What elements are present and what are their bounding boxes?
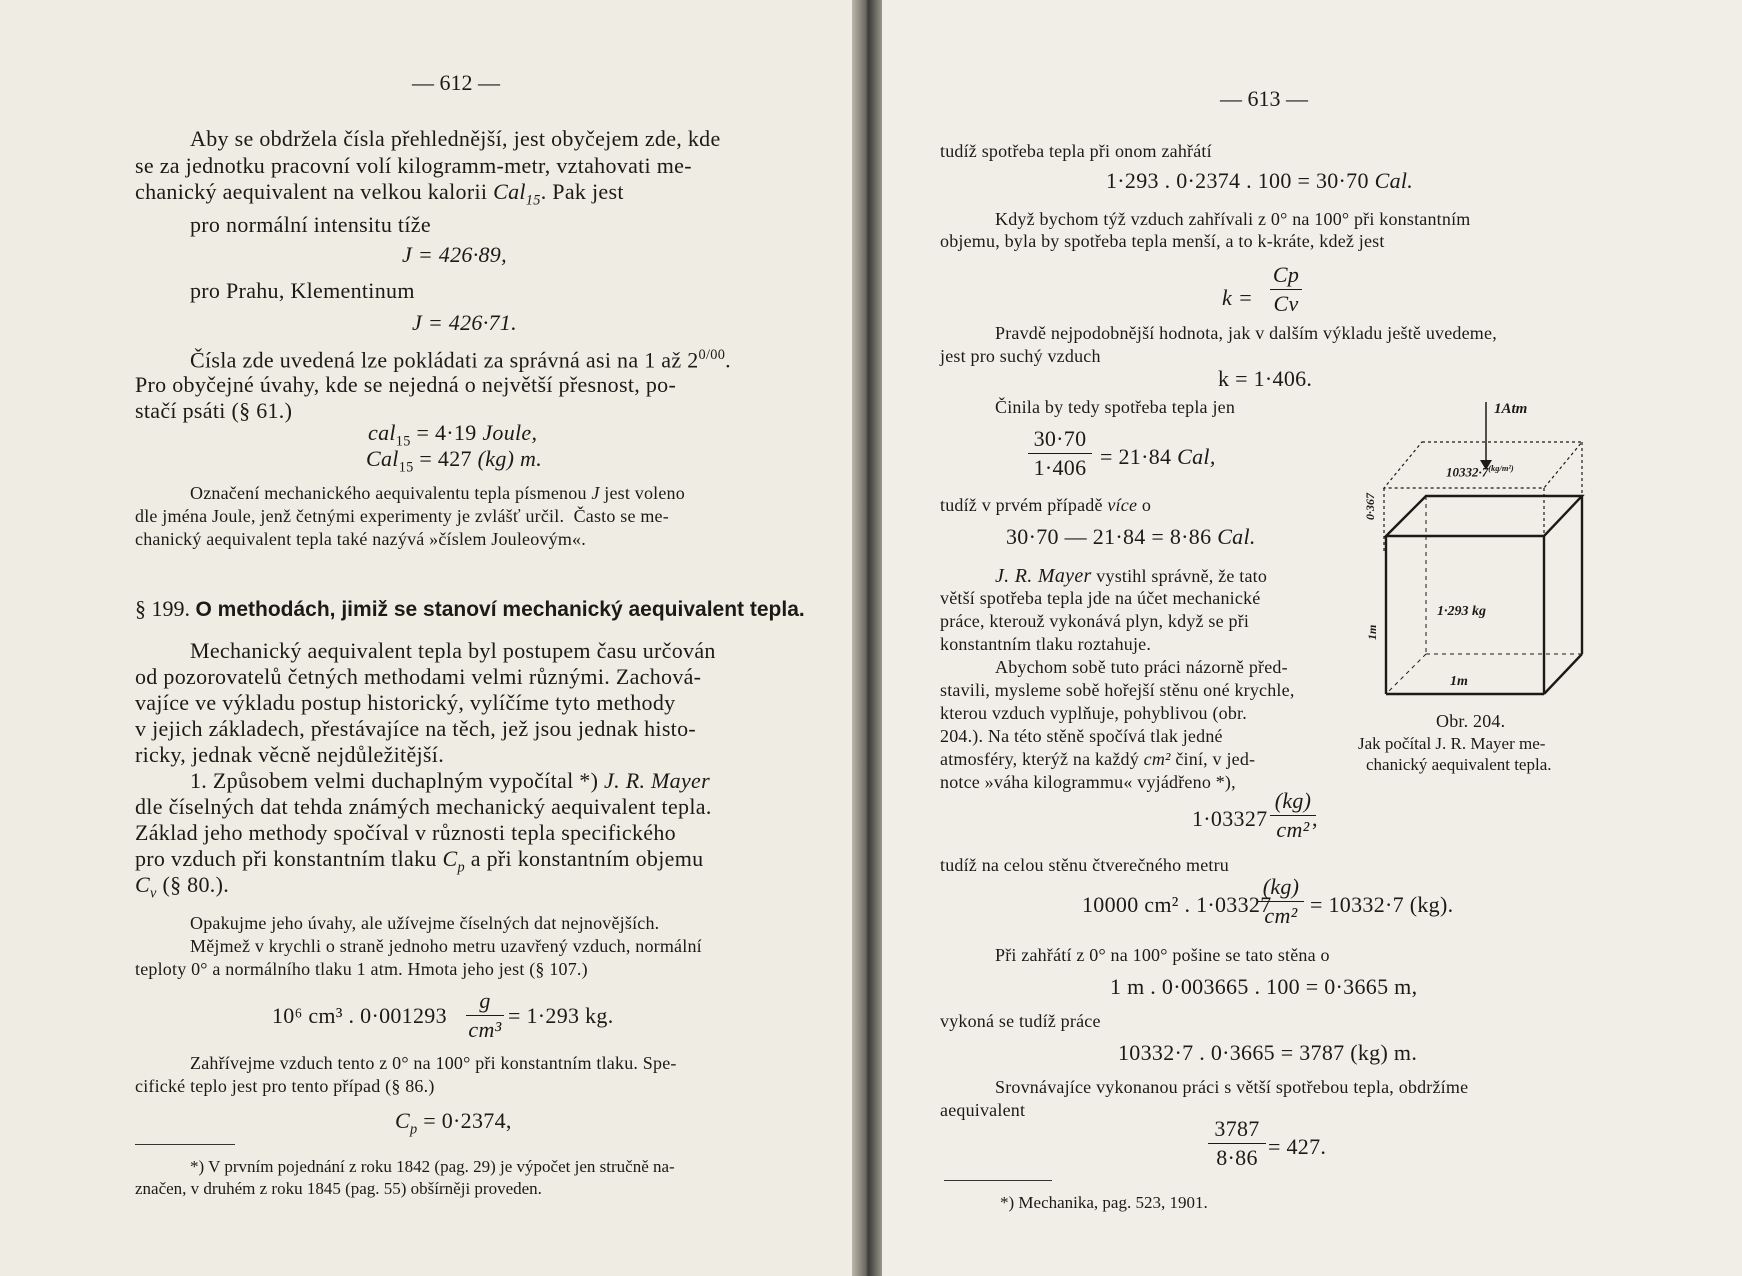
- body-line: Mechanický aequivalent tepla byl postupem času určován: [190, 638, 716, 663]
- displacement-equation: 1 m . 0·003665 . 100 = 0·3665 m,: [1110, 974, 1418, 999]
- equation-cal-big: Cal$_{15}$ = 427 (kg) m.: [366, 446, 543, 476]
- mayer-line: atmosféry, kterýž na každý cm² činí, v jed-: [940, 749, 1256, 769]
- equivalent-fraction: 3787 8·86: [1208, 1118, 1266, 1169]
- body-line: ricky, jednak věcně nejdůležitější.: [135, 742, 445, 767]
- figure-label-pressure: $10332\cdot 7^{(kg/m^2)}$: [1446, 463, 1514, 480]
- right-text-line: Pravdě nejpodobnější hodnota, jak v dalším výkladu ještě uvedeme,: [995, 323, 1497, 343]
- wall-force-fraction: (kg) cm²: [1258, 876, 1304, 927]
- left-text-line: Aby se obdržela čísla přehlednější, jest obyčejem zde, kde: [190, 126, 721, 151]
- small-line: teploty 0° a normálního tlaku 1 atm. Hmota jeho jest (§ 107.): [135, 959, 588, 979]
- note-line: Označení mechanického aequivalentu tepla písmenou J jest voleno: [190, 483, 685, 503]
- mayer-line: práce, kterouž vykonává plyn, když se při: [940, 611, 1250, 631]
- left-text-line: Pro obyčejné úvahy, kde se nejedná o největší přesnost, po-: [135, 372, 677, 397]
- wall-force-rhs: = 10332·7 (kg).: [1310, 892, 1454, 917]
- small-line: Opakujme jeho úvahy, ale užívejme číselných dat nejnovějších.: [190, 913, 660, 933]
- mayer-line: 204.). Na této stěně spočívá tlak jedné: [940, 726, 1223, 746]
- right-text-line: Činila by tedy spotřeba tepla jen: [995, 397, 1236, 417]
- right-text-line: Když bychom týž vzduch zahřívali z 0° na 100° při konstantním: [995, 209, 1471, 229]
- cube-diagram: [1358, 398, 1598, 698]
- equation-heat-pressure: 1·293 . 0·2374 . 100 = 30·70 Cal.: [1106, 168, 1414, 193]
- mayer-line: větší spotřeba tepla jde na účet mechanické: [940, 588, 1261, 608]
- note-line: chanický aequivalent tepla také nazývá »číslem Jouleovým«.: [135, 529, 586, 549]
- left-text-line: pro Prahu, Klementinum: [190, 278, 415, 303]
- cp-equation: $C_p = 0\cdot 2374$,: [395, 1108, 512, 1138]
- body-line: pro vzduch při konstantním tlaku $C_p$ a při konstantním objemu: [135, 846, 704, 876]
- difference-equation: 30·70 — 21·84 = 8·86 Cal.: [1006, 524, 1256, 549]
- left-text-line: stačí psáti (§ 61.): [135, 398, 293, 423]
- figure-label-atm: 1Atm: [1494, 401, 1528, 417]
- figure-label-height: 0·367: [1363, 493, 1377, 520]
- figure-caption-number: Obr. 204.: [1436, 711, 1506, 731]
- equation-cal-small: cal$_{15}$ = 4·19 Joule,: [368, 420, 538, 450]
- right-text-line: objemu, byla by spotřeba tepla menší, a to k-kráte, kdež jest: [940, 231, 1385, 251]
- mayer-line: kterou vzduch vyplňuje, pohyblivou (obr.: [940, 703, 1247, 723]
- mass-equation-fraction: g cm³: [466, 990, 504, 1041]
- cube-figure: [1358, 398, 1598, 703]
- left-text-line: se za jednotku pracovní volí kilogramm-metr, vztahovati me-: [135, 153, 692, 178]
- division-fraction: 30·70 1·406: [1028, 428, 1092, 479]
- mass-equation-lhs: 10⁶ cm³ . 0·001293: [272, 1003, 447, 1028]
- small-line: Mějmež v krychli o straně jednoho metru uzavřený vzduch, normální: [190, 936, 702, 956]
- atm-equation-lhs: 1·03327: [1192, 806, 1268, 831]
- atm-equation-comma: ,: [1312, 806, 1318, 831]
- right-text-line: aequivalent: [940, 1100, 1026, 1120]
- equation-j-normal: J = 426·89,: [402, 242, 507, 267]
- body-line: od pozorovatelů četných methodami velmi různými. Zachová-: [135, 664, 702, 689]
- body-line: v jejich základech, přestávajíce na těch, jež jsou jednak histo-: [135, 716, 697, 741]
- body-line: $C_v$ (§ 80.).: [135, 872, 230, 902]
- cal15-symbol: Cal$_{15}$: [493, 179, 541, 209]
- right-text-line: tudíž spotřeba tepla při onom zahřátí: [940, 141, 1212, 161]
- mayer-line: J. R. Mayer vystihl správně, že tato: [995, 565, 1268, 587]
- right-text-line: tudíž na celou stěnu čtverečného metru: [940, 855, 1229, 875]
- body-line: vajíce ve výkladu postup historický, vylíčíme tyto methody: [135, 690, 676, 715]
- k-equation-fraction: Cp Cv: [1270, 264, 1302, 315]
- heat-line: cifické teplo jest pro tento případ (§ 86.): [135, 1076, 435, 1096]
- footnote-line: *) Mechanika, pag. 523, 1901.: [1000, 1193, 1208, 1212]
- k-equation-lhs: k =: [1222, 285, 1254, 310]
- mayer-line: notce »váha kilogrammu« vyjádřeno *),: [940, 772, 1236, 792]
- left-text-line: pro normální intensitu tíže: [190, 212, 431, 237]
- equivalent-result: = 427.: [1268, 1134, 1327, 1159]
- mass-equation-rhs: = 1·293 kg.: [508, 1003, 614, 1028]
- division-result: = 21·84 Cal,: [1100, 444, 1216, 469]
- footnote-line: *) V prvním pojednání z roku 1842 (pag. 29) je výpočet jen stručně na-: [190, 1157, 675, 1176]
- mayer-line: stavili, mysleme sobě hořejší stěnu oné krychle,: [940, 680, 1295, 700]
- left-text-line: Čísla zde uvedená lze pokládati za správná asi na 1 až $2^{0/00}$.: [190, 347, 731, 373]
- body-line: 1. Způsobem velmi duchaplným vypočítal *) J. R. Mayer: [190, 768, 710, 793]
- body-line: Základ jeho methody spočíval v různosti tepla specifického: [135, 820, 676, 845]
- equation-j-prague: J = 426·71.: [412, 310, 517, 335]
- figure-label-side: 1m: [1450, 674, 1468, 689]
- figure-label-vertical: 1m: [1365, 624, 1379, 640]
- mayer-name: J. R. Mayer: [604, 768, 710, 793]
- work-equation: 10332·7 . 0·3665 = 3787 (kg) m.: [1118, 1040, 1418, 1065]
- mayer-line: konstantním tlaku roztahuje.: [940, 634, 1152, 654]
- figure-caption-line: Jak počítal J. R. Mayer me-: [1358, 734, 1546, 753]
- heat-line: Zahřívejme vzduch tento z 0° na 100° při konstantním tlaku. Spe-: [190, 1053, 677, 1073]
- right-text-line: Při zahřátí z 0° na 100° pošine se tato stěna o: [995, 945, 1330, 965]
- wall-force-lhs-text: 10000 cm² . 1·03327: [1082, 892, 1272, 917]
- right-text-line: Srovnávajíce vykonanou práci s větší spotřebou tepla, obdržíme: [995, 1077, 1469, 1097]
- book-gutter: [852, 0, 882, 1276]
- body-line: dle číselných dat tehda známých mechanický aequivalent tepla.: [135, 794, 712, 819]
- right-text-line: vykoná se tudíž práce: [940, 1011, 1101, 1031]
- footnote-rule: [944, 1180, 1052, 1181]
- left-page-number: — 612 —: [412, 70, 500, 95]
- right-page-number: — 613 —: [1220, 86, 1308, 111]
- footnote-rule: [135, 1144, 235, 1145]
- right-text-line: tudíž v prvém případě více o: [940, 495, 1152, 515]
- mayer-line: Abychom sobě tuto práci názorně před-: [995, 657, 1288, 677]
- figure-label-mass: 1·293 kg: [1437, 604, 1486, 619]
- figure-caption-line: chanický aequivalent tepla.: [1366, 755, 1552, 774]
- left-text-line: chanický aequivalent na velkou kalorii Cal$_{15}$. Pak jest: [135, 179, 624, 209]
- footnote-line: značen, v druhém z roku 1845 (pag. 55) obšírněji proveden.: [135, 1179, 542, 1198]
- atm-equation-fraction: (kg) cm²: [1270, 790, 1316, 841]
- right-text-line: jest pro suchý vzduch: [940, 346, 1101, 366]
- k-value: k = 1·406.: [1218, 366, 1313, 391]
- section-heading: § 199. O methodách, jimiž se stanoví mechanický aequivalent tepla.: [135, 596, 805, 621]
- cube-top-face: [1386, 496, 1582, 536]
- note-line: dle jména Joule, jenž četnými experimenty je zvlášť určil. Často se me-: [135, 506, 669, 526]
